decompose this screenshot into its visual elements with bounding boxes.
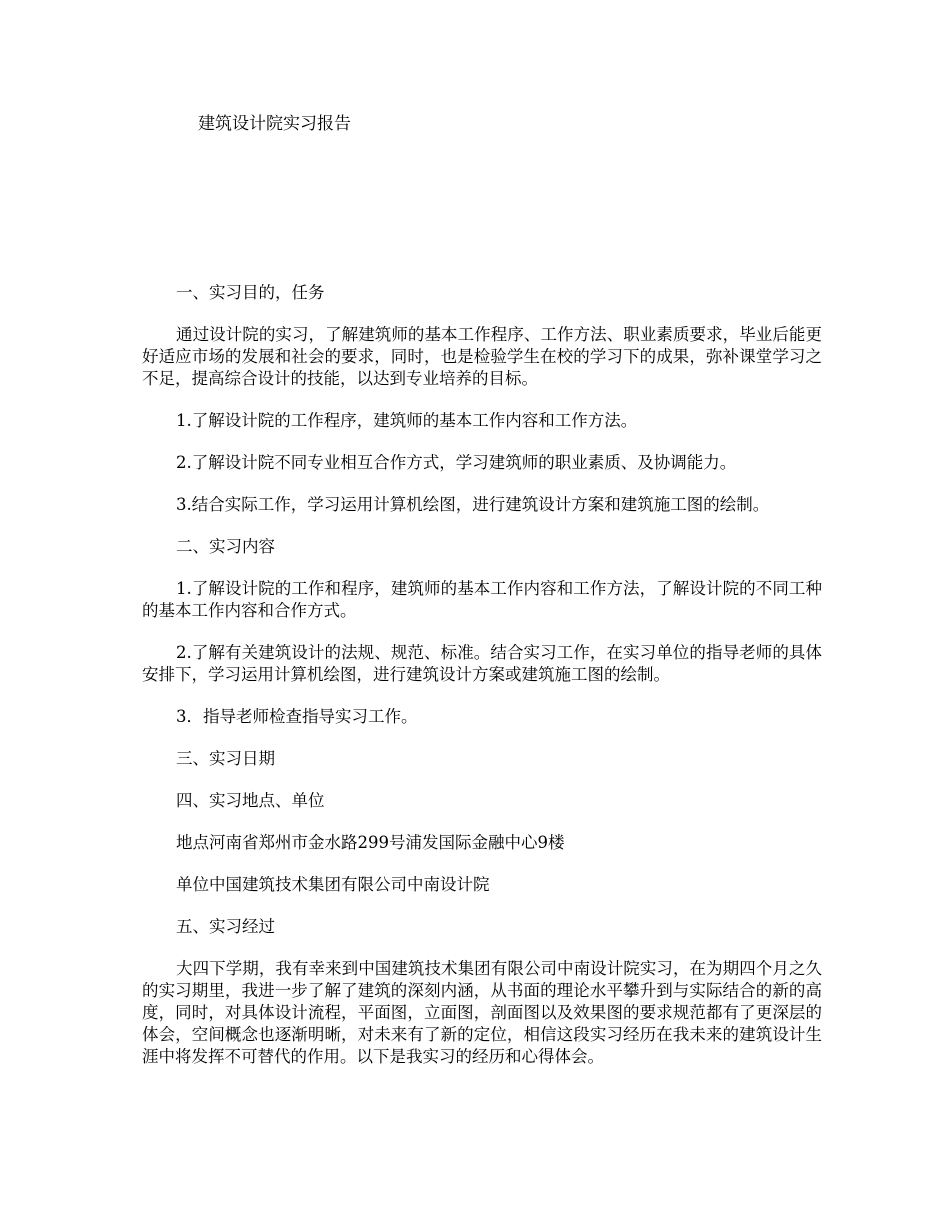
list-item-content-2: 2.了解有关建筑设计的法规、规范、标准。结合实习工作，在实习单位的指导老师的具体安排下，学习运用计算机绘图，进行建筑设计方案或建筑施工图的绘制。	[142, 643, 822, 684]
paragraph-process: 大四下学期，我有幸来到中国建筑技术集团有限公司中南设计院实习，在为期四个月之久的实习期里，我进一步了解了建筑的深刻内涵，从书面的理论水平攀升到与实际结合的新的高度，同时，对具体设计流程，平面图，立面图，剖面图以及效果图的要求规范都有了更深层的体会，空间概念也逐渐明晰，对未来有了新的定位，相信这段实习经历在我未来的建筑设计生涯中将发挥不可替代的作用。以下是我实习的经历和心得体会。	[142, 959, 822, 1066]
paragraph-location: 地点河南省郑州市金水路299号浦发国际金融中心9楼	[176, 833, 565, 852]
document-title: 建筑设计院实习报告	[198, 114, 351, 134]
section-heading-location: 四、实习地点、单位	[176, 791, 325, 810]
section-heading-process: 五、实习经过	[176, 917, 275, 936]
paragraph-organization: 单位中国建筑技术集团有限公司中南设计院	[176, 875, 490, 894]
list-item-purpose-1: 1.了解设计院的工作程序，建筑师的基本工作内容和工作方法。	[176, 411, 638, 430]
list-item-content-1: 1.了解设计院的工作和程序，建筑师的基本工作内容和工作方法，了解设计院的不同工种的基本工作内容和合作方式。	[142, 579, 822, 620]
section-heading-content: 二、实习内容	[176, 537, 275, 556]
document-body	[142, 282, 822, 1088]
section-heading-purpose: 一、实习目的，任务	[176, 283, 325, 302]
list-item-purpose-2: 2.了解设计院不同专业相互合作方式，学习建筑师的职业素质、及协调能力。	[176, 453, 737, 472]
paragraph-purpose-intro: 通过设计院的实习，了解建筑师的基本工作程序、工作方法、职业素质要求，毕业后能更好适应市场的发展和社会的要求，同时，也是检验学生在校的学习下的成果，弥补课堂学习之不足，提高综合设计的技能，以达到专业培养的目标。	[142, 325, 822, 388]
section-heading-dates: 三、实习日期	[176, 749, 275, 768]
list-item-content-3: 3．指导老师检查指导实习工作。	[176, 707, 418, 726]
list-item-purpose-3: 3.结合实际工作，学习运用计算机绘图，进行建筑设计方案和建筑施工图的绘制。	[176, 495, 770, 514]
